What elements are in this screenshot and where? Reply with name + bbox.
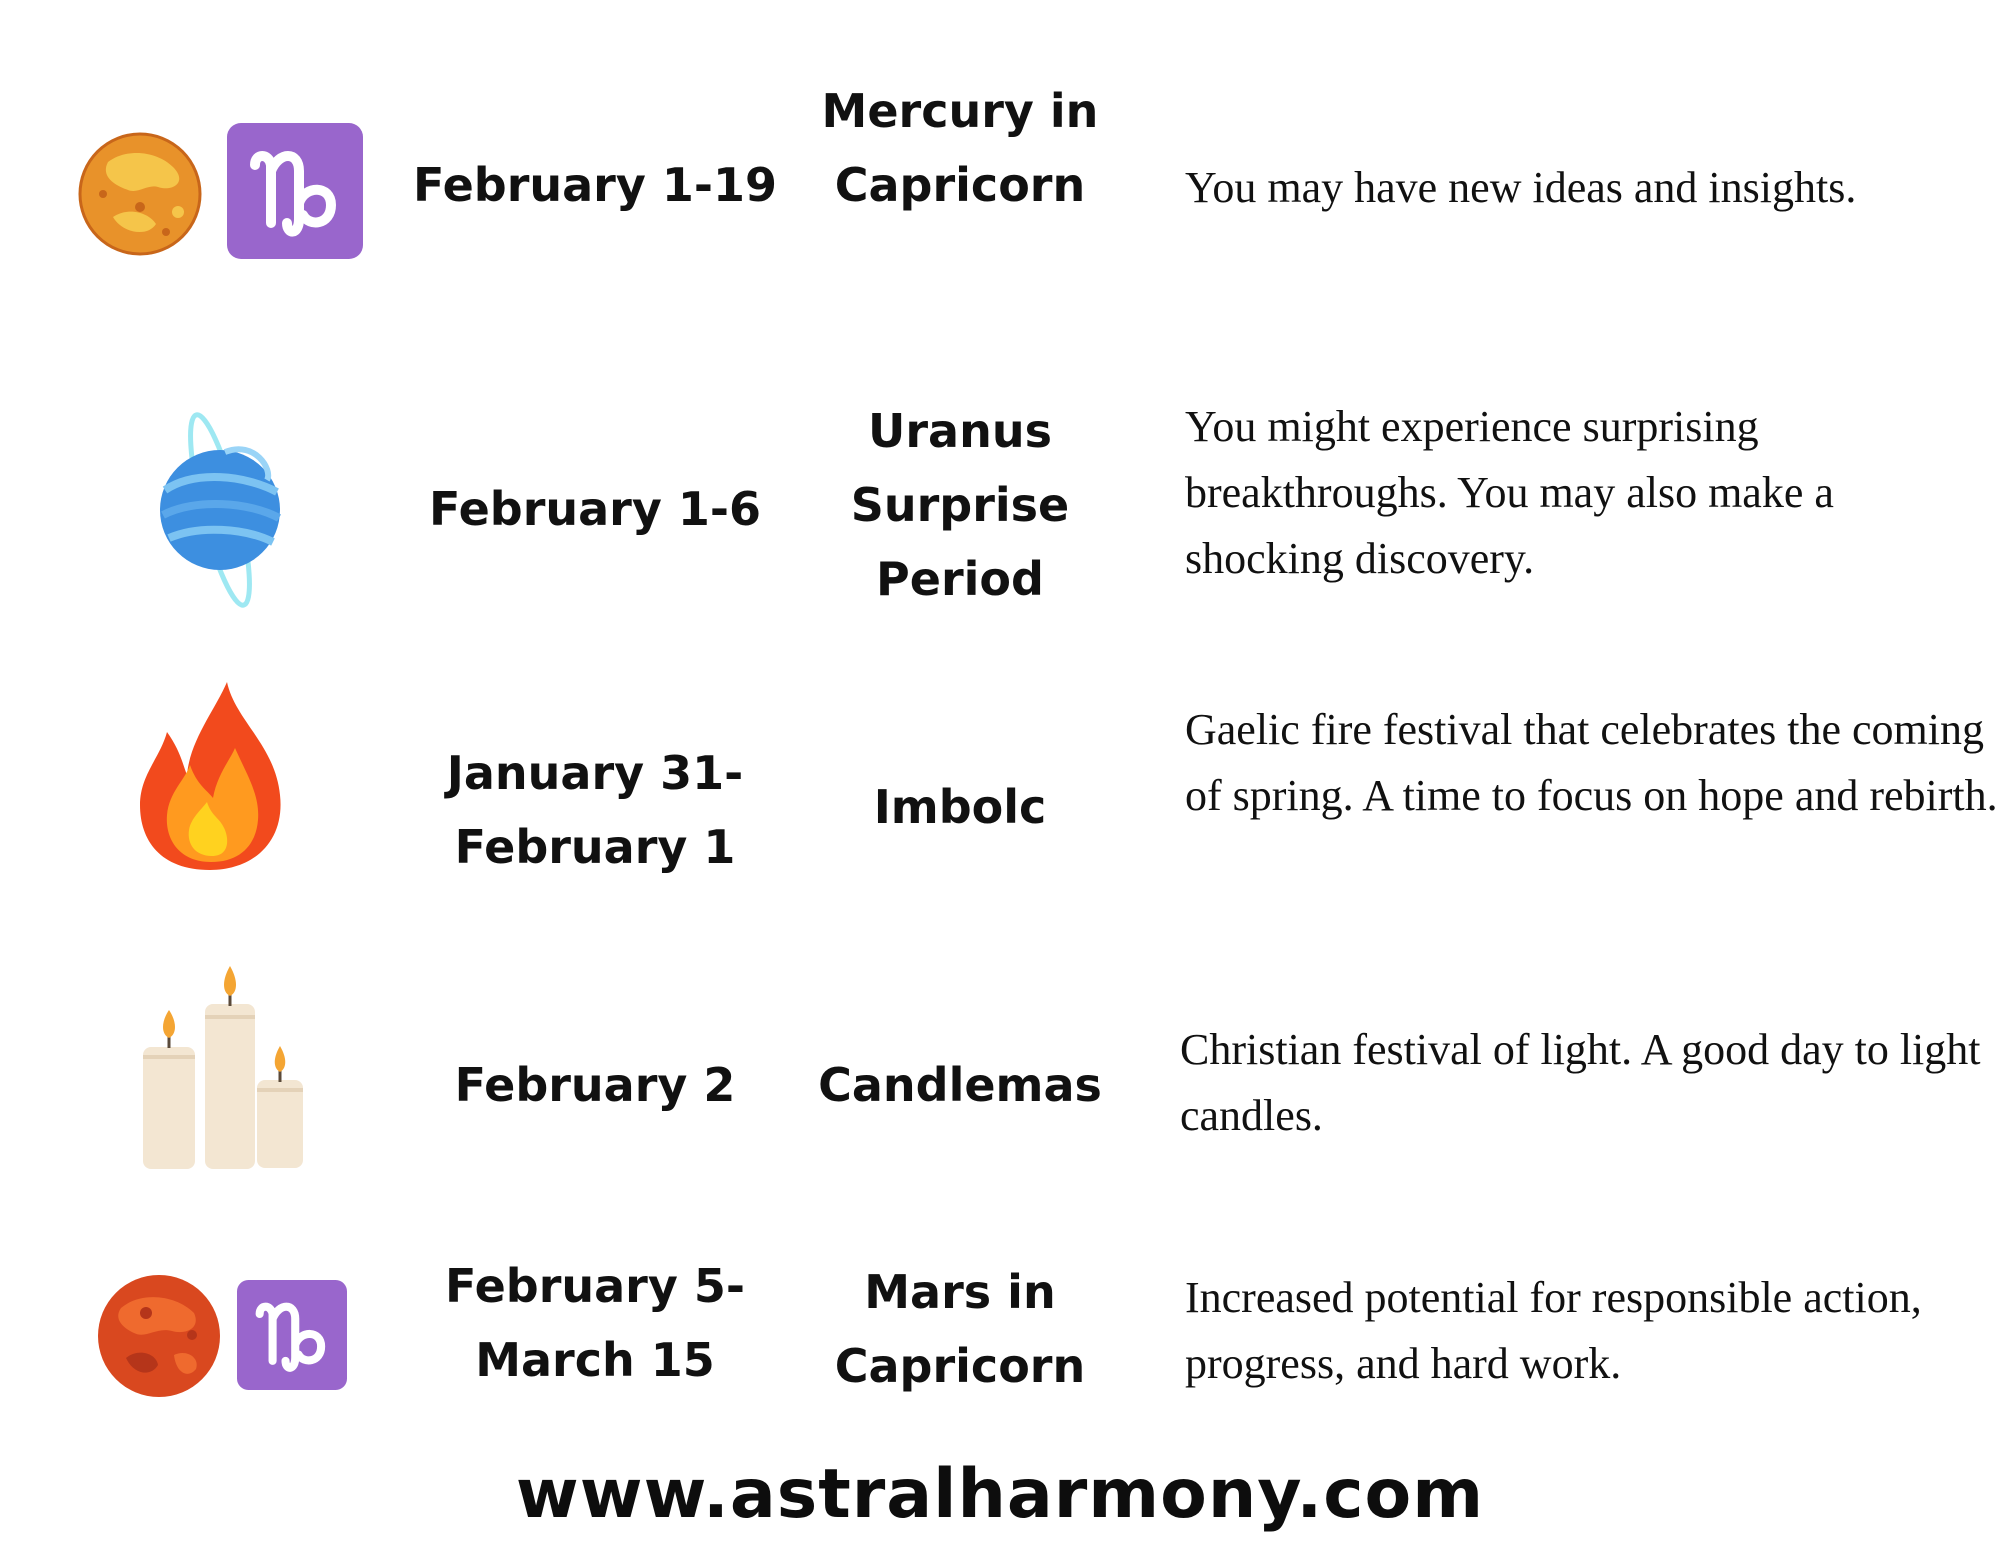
event-date: February 1-6 bbox=[429, 482, 761, 536]
event-name: Mercury in Capricorn bbox=[821, 84, 1099, 212]
event-description: You might experience surprising breakthroughs. You may also make a shocking discovery. bbox=[1185, 402, 1834, 583]
event-row-mars bbox=[0, 1245, 2000, 1425]
mars-planet-icon bbox=[96, 1273, 222, 1399]
capricorn-sign-icon bbox=[227, 123, 363, 259]
row-icons bbox=[0, 960, 400, 1180]
event-description: Christian festival of light. A good day to light candles. bbox=[1180, 1025, 1981, 1140]
event-description: You may have new ideas and insights. bbox=[1185, 163, 1857, 212]
event-description: Gaelic fire festival that celebrates the coming of spring. A time to focus on hope and rebirth. bbox=[1185, 705, 1998, 820]
event-description: Increased potential for responsible action, progress, and hard work. bbox=[1185, 1273, 1922, 1388]
row-icons bbox=[0, 70, 400, 300]
event-date: January 31- February 1 bbox=[446, 746, 744, 874]
event-date: February 1-19 bbox=[413, 158, 777, 212]
row-icons bbox=[0, 1245, 400, 1425]
event-row-imbolc bbox=[0, 680, 2000, 900]
row-icons bbox=[0, 680, 400, 900]
event-name: Uranus Surprise Period bbox=[850, 404, 1070, 606]
website-url[interactable]: www.astralharmony.com bbox=[515, 1455, 1485, 1534]
candles-icon bbox=[135, 962, 310, 1177]
event-name: Candlemas bbox=[818, 1058, 1102, 1112]
event-row-candlemas bbox=[0, 960, 2000, 1180]
row-icons bbox=[0, 390, 400, 630]
event-name: Mars in Capricorn bbox=[834, 1265, 1086, 1393]
fire-icon bbox=[135, 680, 285, 875]
capricorn-sign-icon bbox=[237, 1280, 347, 1390]
uranus-planet-icon bbox=[155, 410, 285, 610]
event-row-uranus bbox=[0, 390, 2000, 630]
event-date: February 2 bbox=[454, 1058, 736, 1112]
event-row-mercury bbox=[0, 70, 2000, 300]
event-name: Imbolc bbox=[873, 780, 1047, 834]
mercury-planet-icon bbox=[78, 132, 202, 256]
event-date: February 5- March 15 bbox=[445, 1259, 745, 1387]
